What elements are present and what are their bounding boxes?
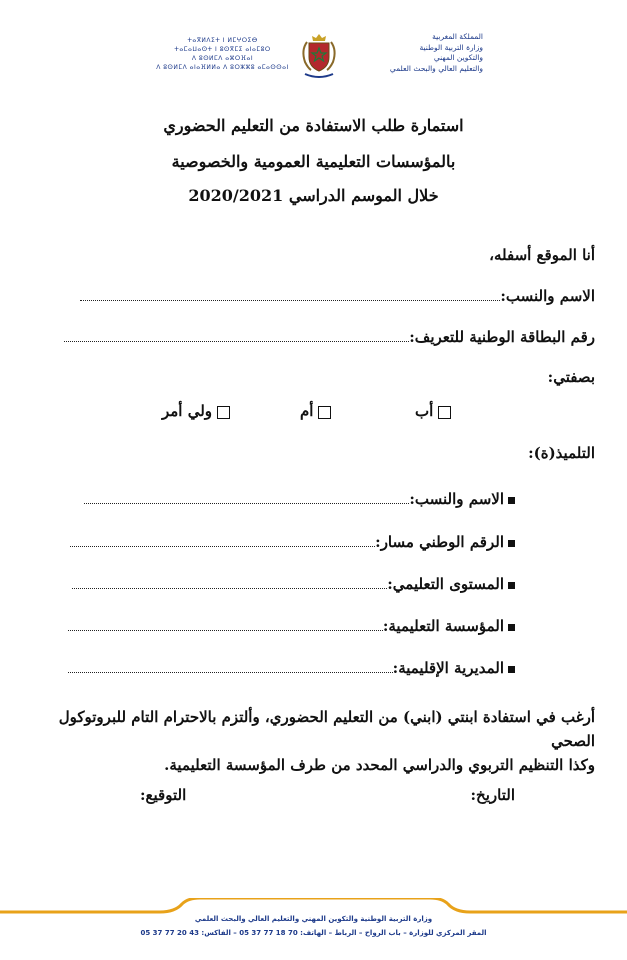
- option-father[interactable]: [415, 402, 451, 420]
- arabic-header-line: وزارة التربية الوطنية: [419, 42, 483, 52]
- form-title-line1: استمارة طلب الاستفادة من التعليم الحضوري: [163, 116, 464, 135]
- arabic-header-line: والتعليم العالي والبحث العلمي: [389, 63, 483, 73]
- option-mother[interactable]: [300, 402, 331, 420]
- cin-field[interactable]: [64, 337, 409, 342]
- name-row: [80, 287, 595, 305]
- student-field-label: المديرية الإقليمية:: [392, 659, 504, 677]
- bullet-icon: [508, 624, 515, 631]
- name-field[interactable]: [80, 296, 500, 301]
- checkbox-father[interactable]: [438, 406, 451, 419]
- coat-of-arms-icon: [297, 30, 341, 80]
- option-father-label: أب: [415, 402, 434, 420]
- tifinagh-line: ⵜⴰⴳⵍⴷⵉⵜ ⵏ ⵍⵎⵖⵔⵉⴱ: [187, 37, 258, 44]
- option-guardian-label: ولي أمر: [162, 402, 213, 420]
- student-field-row: [68, 659, 515, 677]
- bullet-icon: [508, 497, 515, 504]
- student-field-row: [70, 533, 515, 551]
- tifinagh-line: ⴷ ⵓⵙⵍⵎⴷ ⴰⵣⵔⴼⴰⵏ: [191, 55, 254, 62]
- student-field-row: [68, 617, 515, 635]
- checkbox-mother[interactable]: [318, 406, 331, 419]
- bullet-icon: [508, 666, 515, 673]
- option-mother-label: أم: [300, 402, 314, 420]
- checkbox-guardian[interactable]: [217, 406, 230, 419]
- student-field-label: الاسم والنسب:: [409, 490, 504, 508]
- footer-ministry: وزارة التربية الوطنية والتكوين المهني والتعليم العالي والبحث العلمي: [194, 915, 433, 923]
- bullet-icon: [508, 540, 515, 547]
- capacity-label: بصفتي:: [547, 368, 595, 386]
- student-field-row: [72, 575, 515, 593]
- student-field-label: المؤسسة التعليمية:: [382, 617, 504, 635]
- student-field-label: المستوى التعليمي:: [387, 575, 504, 593]
- student-name-field[interactable]: [84, 499, 409, 504]
- student-field-row: [84, 490, 515, 508]
- student-directorate-field[interactable]: [68, 668, 393, 673]
- signatory-label: أنا الموقع أسفله،: [489, 246, 595, 264]
- cin-label: رقم البطاقة الوطنية للتعريف:: [409, 328, 595, 346]
- declaration-line: أرغب في استفادة ابنتي (ابني) من التعليم الحضوري، وألتزم بالاحترام التام للبروتوكول الصحي: [58, 708, 595, 750]
- student-massar-field[interactable]: [70, 542, 375, 547]
- form-title-line3: خلال الموسم الدراسي 2020/2021: [188, 186, 439, 205]
- cin-row: [64, 328, 595, 346]
- name-label: الاسم والنسب:: [500, 287, 595, 305]
- arabic-header-line: المملكة المغربية: [432, 32, 483, 41]
- student-field-label: الرقم الوطني مسار:: [375, 533, 504, 551]
- form-title-line2: بالمؤسسات التعليمية العمومية والخصوصية: [171, 152, 456, 171]
- bullet-icon: [508, 582, 515, 589]
- footer-address: المقر المركزي للوزارة – باب الرواح – الرباط – الهاتف: 70 18 77 37 05 – الفاكس: 43 20 77 37 05: [140, 929, 487, 937]
- arabic-header-line: والتكوين المهني: [433, 53, 483, 62]
- option-guardian[interactable]: [162, 402, 230, 420]
- date-label: التاريخ:: [470, 786, 515, 804]
- student-school-field[interactable]: [68, 626, 383, 631]
- tifinagh-header: [150, 36, 295, 72]
- student-heading: التلميذ(ة):: [528, 444, 595, 462]
- declaration: [15, 705, 595, 777]
- arabic-header: [343, 32, 483, 74]
- declaration-line: وكذا التنظيم التربوي والدراسي المحدد من طرف المؤسسة التعليمية.: [164, 756, 595, 774]
- signature-label: التوقيع:: [140, 786, 187, 804]
- student-level-field[interactable]: [72, 584, 387, 589]
- tifinagh-line: ⴷ ⵓⵙⵍⵎⴷ ⴰⵏⴰⴼⵍⵍⴰ ⴷ ⵓⵔⵣⵣⵓ ⴰⵎⴰⵙⵙⴰⵏ: [156, 64, 289, 71]
- tifinagh-line: ⵜⴰⵎⴰⵡⴰⵙⵜ ⵏ ⵓⵙⴳⵎⵉ ⴰⵏⴰⵎⵓⵔ: [174, 46, 271, 53]
